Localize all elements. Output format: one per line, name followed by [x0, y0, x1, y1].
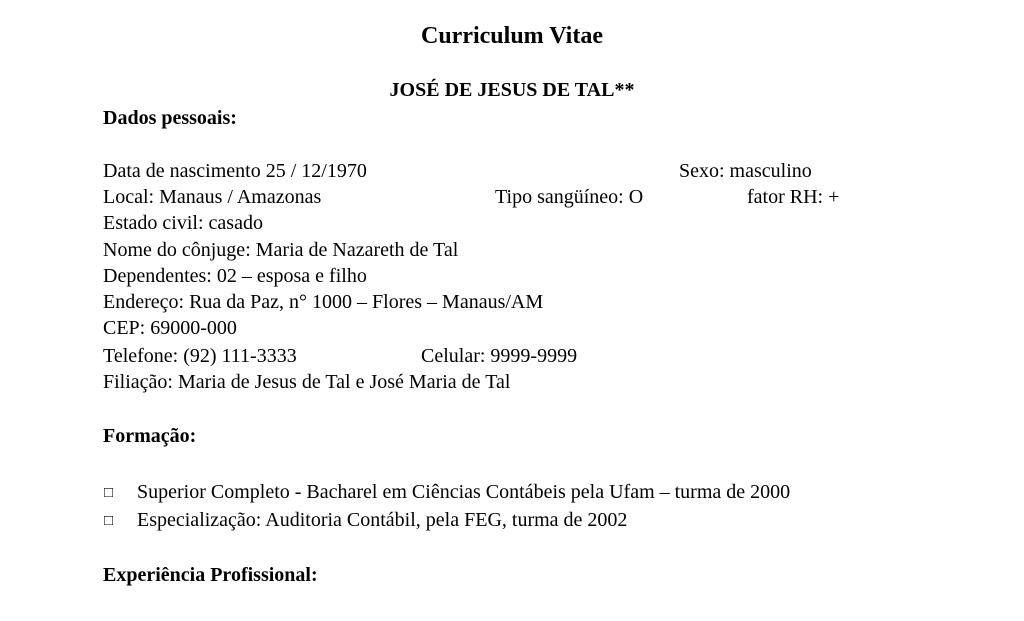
phone: Telefone: (92) 111-3333 [103, 345, 297, 367]
birth-date: Data de nascimento 25 / 12/1970 [103, 160, 367, 182]
marital-status: Estado civil: casado [103, 212, 263, 234]
education-item: Superior Completo - Bacharel em Ciências Contábeis pela Ufam – turma de 2000 [137, 481, 791, 503]
address: Endereço: Rua da Paz, n° 1000 – Flores – Manaus/AM [103, 291, 544, 313]
dependents: Dependentes: 02 – esposa e filho [103, 265, 367, 287]
bullet-icon: □ [104, 485, 114, 501]
document-title: Curriculum Vitae [421, 23, 603, 49]
personal-data-heading: Dados pessoais: [103, 107, 237, 129]
experience-heading: Experiência Profissional: [103, 564, 318, 586]
mobile-phone: Celular: 9999-9999 [421, 345, 578, 367]
parents: Filiação: Maria de Jesus de Tal e José Maria de Tal [103, 371, 511, 393]
candidate-name: JOSÉ DE JESUS DE TAL** [389, 79, 635, 101]
rh-factor: fator RH: + [747, 186, 840, 208]
education-item: Especialização: Auditoria Contábil, pela FEG, turma de 2002 [137, 509, 628, 531]
blood-type: Tipo sangüíneo: O [495, 186, 644, 208]
bullet-icon: □ [104, 513, 114, 529]
postal-code: CEP: 69000-000 [103, 317, 237, 339]
spouse-name: Nome do cônjuge: Maria de Nazareth de Tal [103, 239, 459, 261]
birthplace: Local: Manaus / Amazonas [103, 186, 322, 208]
sex: Sexo: masculino [679, 160, 812, 182]
education-heading: Formação: [103, 425, 197, 447]
